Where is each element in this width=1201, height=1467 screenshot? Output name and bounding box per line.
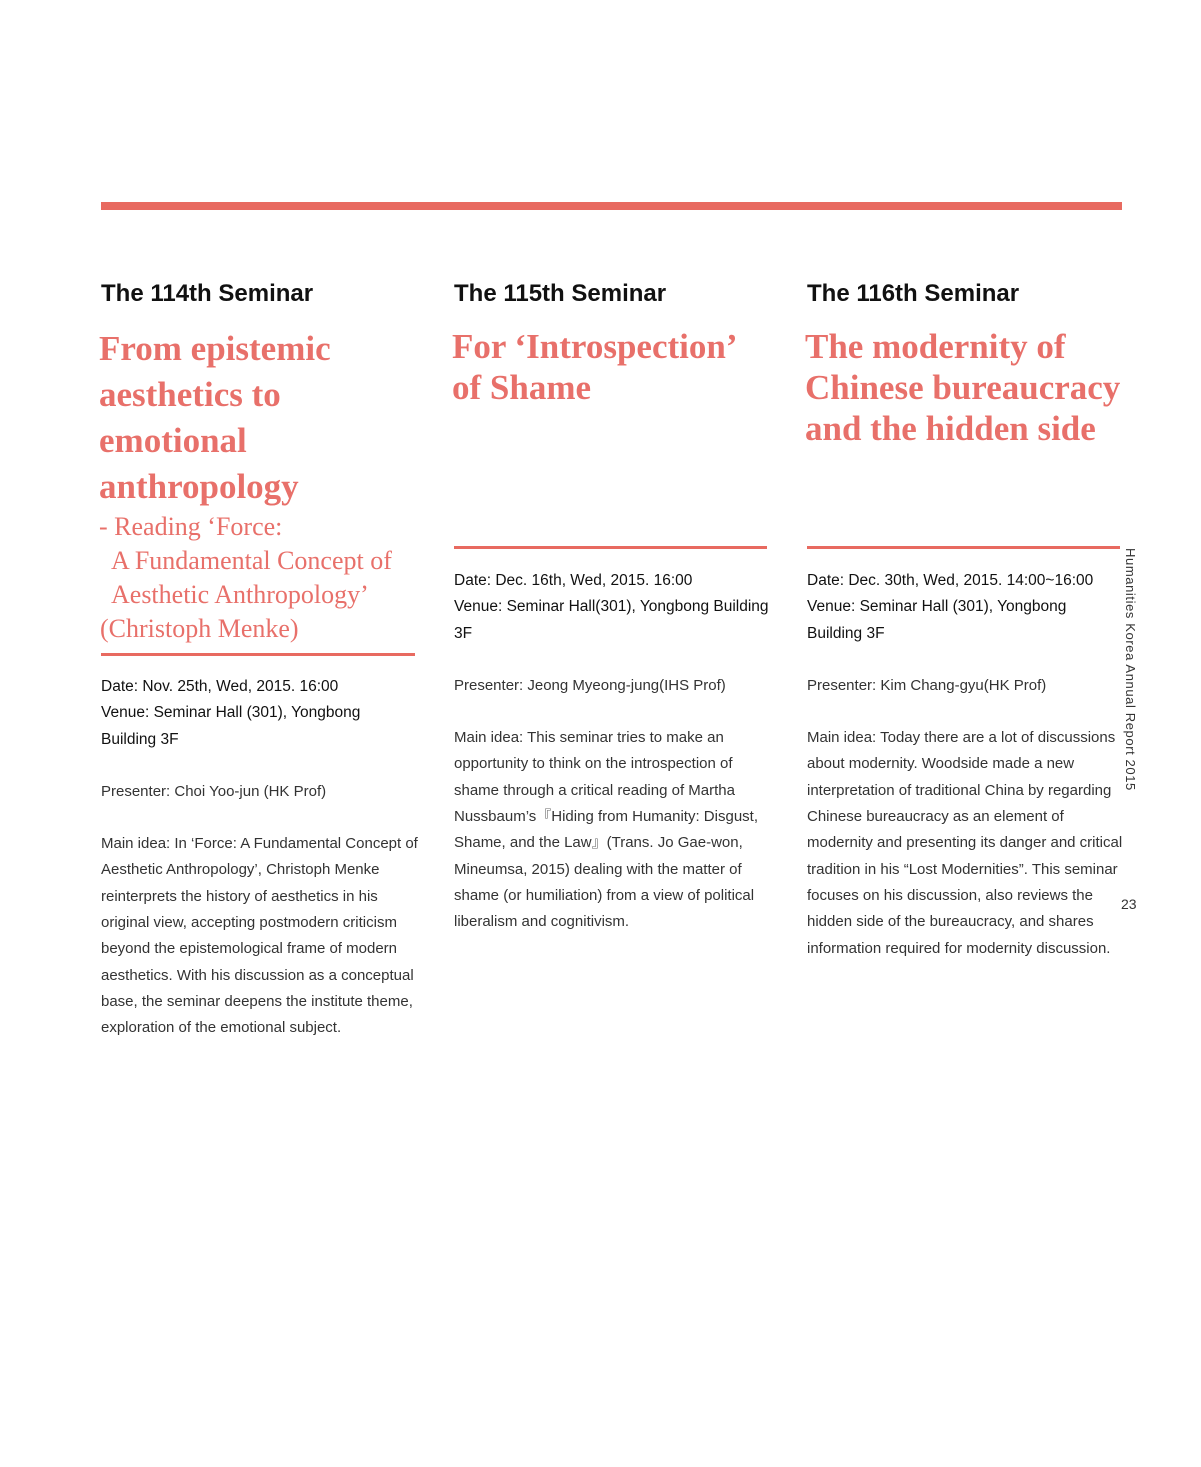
subtitle-line: Aesthetic Anthropology’ bbox=[111, 580, 369, 609]
subtitle-line: (Christoph Menke) bbox=[100, 614, 299, 643]
running-header: Humanities Korea Annual Report 2015 bbox=[1123, 548, 1138, 791]
seminar-115-header bbox=[454, 276, 772, 408]
seminar-116-header bbox=[807, 276, 1125, 449]
seminar-date: Date: Dec. 30th, Wed, 2015. 14:00~16:00 bbox=[807, 572, 1094, 589]
seminar-114-details bbox=[101, 674, 419, 1042]
seminar-main-idea: Main idea: Today there are a lot of discussions about modernity. Woodside made a new interpretation of traditional China by regarding Chinese bureaucracy as an element of modernity and presenting its danger and critical tradition in his “Lost Modernities”. This seminar focuses on his discussion, also reviews the hidden side of the bureaucracy, and shares information required for modernity discussion. bbox=[807, 729, 1123, 957]
top-rule bbox=[101, 202, 1122, 210]
seminar-title: From epistemic aesthetics to emotional anthropology bbox=[99, 329, 331, 506]
seminar-presenter: Presenter: Kim Chang-gyu(HK Prof) bbox=[807, 676, 1047, 694]
seminar-venue: Venue: Seminar Hall (301), Yongbong Building 3F bbox=[101, 704, 361, 748]
seminar-title: For ‘Introspection’ of Shame bbox=[452, 327, 735, 407]
section-divider bbox=[454, 546, 767, 549]
section-divider bbox=[101, 653, 415, 656]
seminar-label: The 114th Seminar bbox=[101, 280, 314, 307]
seminar-114-header bbox=[101, 276, 419, 646]
subtitle-line: A Fundamental Concept of bbox=[111, 546, 392, 575]
seminar-venue: Venue: Seminar Hall(301), Yongbong Building 3F bbox=[454, 598, 769, 642]
seminar-main-idea: Main idea: This seminar tries to make an opportunity to think on the introspection of shame through a critical reading of Martha Nussbaum’s『Hiding from Humanity: Disgust, Shame, and the Law』(Trans. Jo Gae-won, Mineumsa, 2015) dealing with the matter of shame (or humiliation) from a view of political liberalism and cognitivism. bbox=[454, 729, 758, 931]
seminar-115-details bbox=[454, 568, 772, 936]
seminar-main-idea: Main idea: In ‘Force: A Fundamental Concept of Aesthetic Anthropology’, Christoph Menke reinterprets the history of aesthetics in his original view, accepting postmodern criticism beyond the epistemological frame of modern aesthetics. With his discussion as a conceptual base, the seminar deepens the institute theme, exploration of the emotional subject. bbox=[101, 835, 418, 1037]
page-number: 23 bbox=[1121, 896, 1137, 912]
seminar-title: The modernity of Chinese bureaucracy and the hidden side bbox=[805, 327, 1121, 448]
seminar-venue: Venue: Seminar Hall (301), Yongbong Building 3F bbox=[807, 598, 1067, 642]
seminar-116-details bbox=[807, 568, 1125, 962]
seminar-presenter: Presenter: Choi Yoo-jun (HK Prof) bbox=[101, 782, 327, 800]
seminar-presenter: Presenter: Jeong Myeong-jung(IHS Prof) bbox=[454, 676, 726, 694]
seminar-date: Date: Dec. 16th, Wed, 2015. 16:00 bbox=[454, 572, 693, 589]
seminar-label: The 116th Seminar bbox=[807, 280, 1020, 307]
subtitle-line: - Reading ‘Force: bbox=[99, 512, 283, 541]
seminar-label: The 115th Seminar bbox=[454, 280, 667, 307]
seminar-date: Date: Nov. 25th, Wed, 2015. 16:00 bbox=[101, 678, 339, 695]
section-divider bbox=[807, 546, 1120, 549]
seminar-subtitle bbox=[101, 510, 419, 646]
